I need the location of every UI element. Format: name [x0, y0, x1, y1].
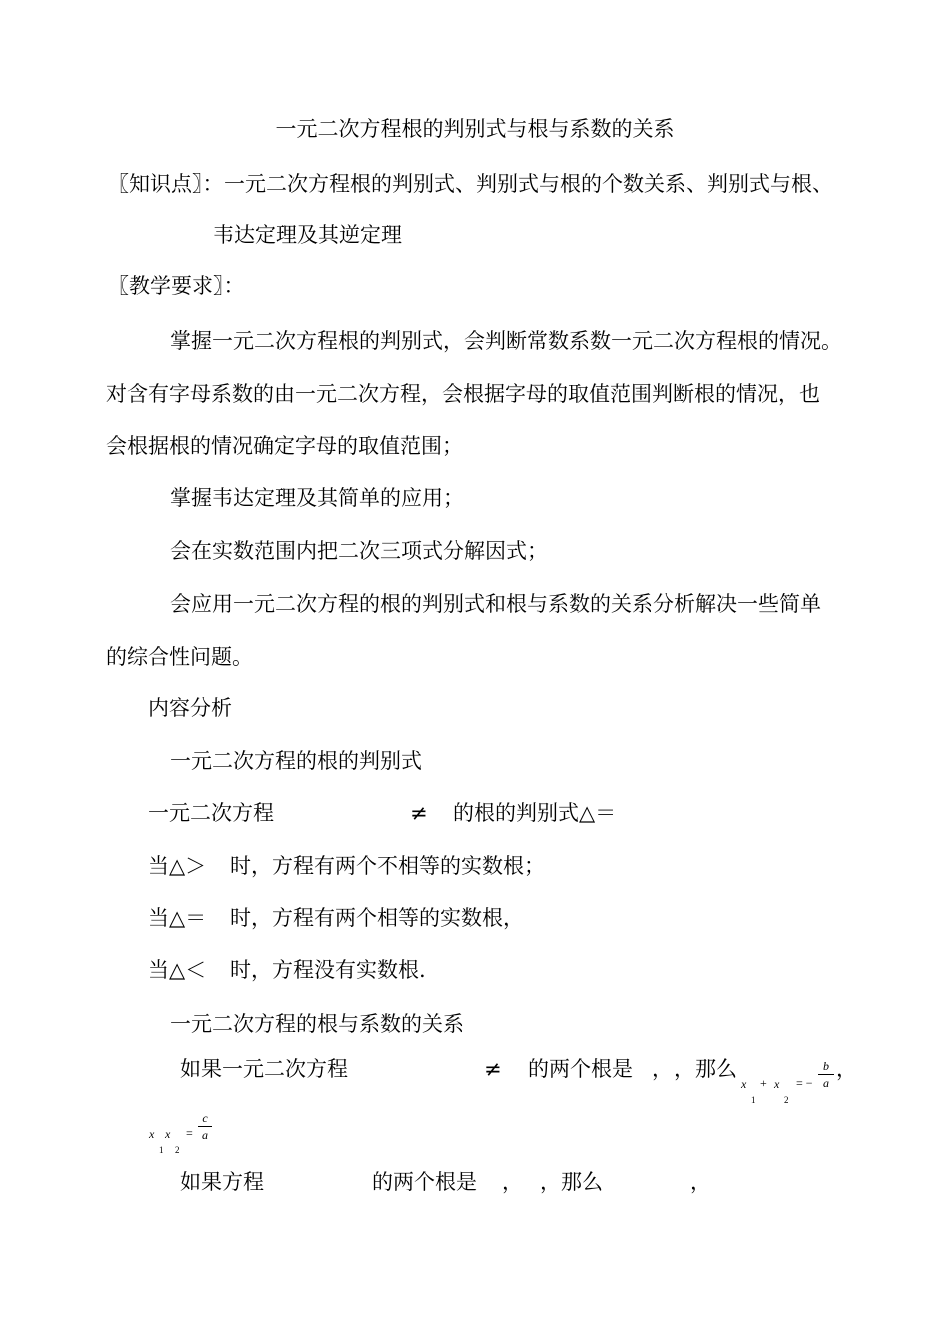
equation2-comma-1: ，	[502, 1170, 523, 1194]
case-equal-symbol: 当△＝	[148, 906, 207, 930]
vieta-comma-2: ，	[836, 1057, 857, 1081]
equation2-comma-2: ，	[690, 1170, 711, 1194]
vieta-not-equal-symbol: ≠	[484, 1057, 502, 1081]
paragraph-1-line-2: 对含有字母系数的由一元二次方程，会根据字母的取值范围判断根的情况，也	[106, 382, 820, 406]
case-less-symbol: 当△＜	[148, 958, 207, 982]
page-title: 一元二次方程根的判别式与根与系数的关系	[275, 117, 675, 141]
vieta-prod-sub1: 1	[159, 1145, 164, 1155]
vieta-sum-numerator: b	[823, 1059, 829, 1073]
paragraph-1-line-3: 会根据根的情况确定字母的取值范围；	[106, 434, 463, 458]
vieta-comma-1: ，	[652, 1057, 673, 1081]
vieta-then: ，那么	[674, 1057, 737, 1081]
analysis-subheading-2: 一元二次方程的根与系数的关系	[170, 1012, 464, 1036]
vieta-text-b: 的两个根是	[528, 1057, 633, 1081]
knowledge-line-2: 韦达定理及其逆定理	[213, 223, 402, 247]
vieta-prod-equals: =	[186, 1126, 193, 1140]
vieta-sum-sub1: 1	[751, 1095, 756, 1105]
paragraph-4-line-2: 的综合性问题。	[106, 645, 253, 669]
vieta-prod-denominator: a	[198, 1126, 212, 1143]
vieta-sum-equals-minus: = −	[796, 1076, 813, 1090]
vieta-sum-sub2: 2	[784, 1095, 789, 1105]
requirements-label: 〖教学要求〗：	[108, 274, 245, 298]
vieta-prod-numerator: c	[202, 1111, 208, 1125]
not-equal-symbol: ≠	[410, 801, 428, 825]
paragraph-2: 掌握韦达定理及其简单的应用；	[170, 486, 464, 510]
equation2-then: ，那么	[540, 1170, 603, 1194]
vieta-sum-x1: x	[741, 1077, 747, 1091]
analysis-heading: 内容分析	[148, 696, 232, 720]
equation2-text-b: 的两个根是	[372, 1170, 477, 1194]
vieta-sum-fraction	[818, 1058, 834, 1091]
case-greater-symbol: 当△＞	[148, 854, 207, 878]
discriminant-text-b: 的根的判别式△＝	[453, 801, 617, 825]
vieta-text-a: 如果一元二次方程	[180, 1057, 348, 1081]
paragraph-3: 会在实数范围内把二次三项式分解因式；	[170, 539, 548, 563]
knowledge-label: 〖知识点〗：	[108, 172, 224, 196]
vieta-prod-x1: x	[149, 1127, 155, 1141]
discriminant-text-a: 一元二次方程	[148, 801, 274, 825]
paragraph-1-line-1: 掌握一元二次方程根的判别式，会判断常数系数一元二次方程根的情况。	[170, 329, 842, 353]
vieta-prod-fraction	[198, 1110, 212, 1143]
vieta-prod-sub2: 2	[175, 1145, 180, 1155]
vieta-sum-x2: x	[774, 1077, 780, 1091]
knowledge-line-1: 一元二次方程根的判别式、判别式与根的个数关系、判别式与根、	[224, 172, 833, 196]
vieta-sum-plus: +	[760, 1076, 767, 1090]
analysis-subheading-1: 一元二次方程的根的判别式	[170, 749, 422, 773]
vieta-prod-x2: x	[165, 1127, 171, 1141]
paragraph-4-line-1: 会应用一元二次方程的根的判别式和根与系数的关系分析解决一些简单	[170, 592, 821, 616]
case-less-text: 时，方程没有实数根.	[230, 958, 426, 982]
case-greater-text: 时，方程有两个不相等的实数根；	[230, 854, 545, 878]
equation2-text-a: 如果方程	[180, 1170, 264, 1194]
vieta-sum-denominator: a	[818, 1074, 834, 1091]
case-equal-text: 时，方程有两个相等的实数根，	[230, 906, 524, 930]
